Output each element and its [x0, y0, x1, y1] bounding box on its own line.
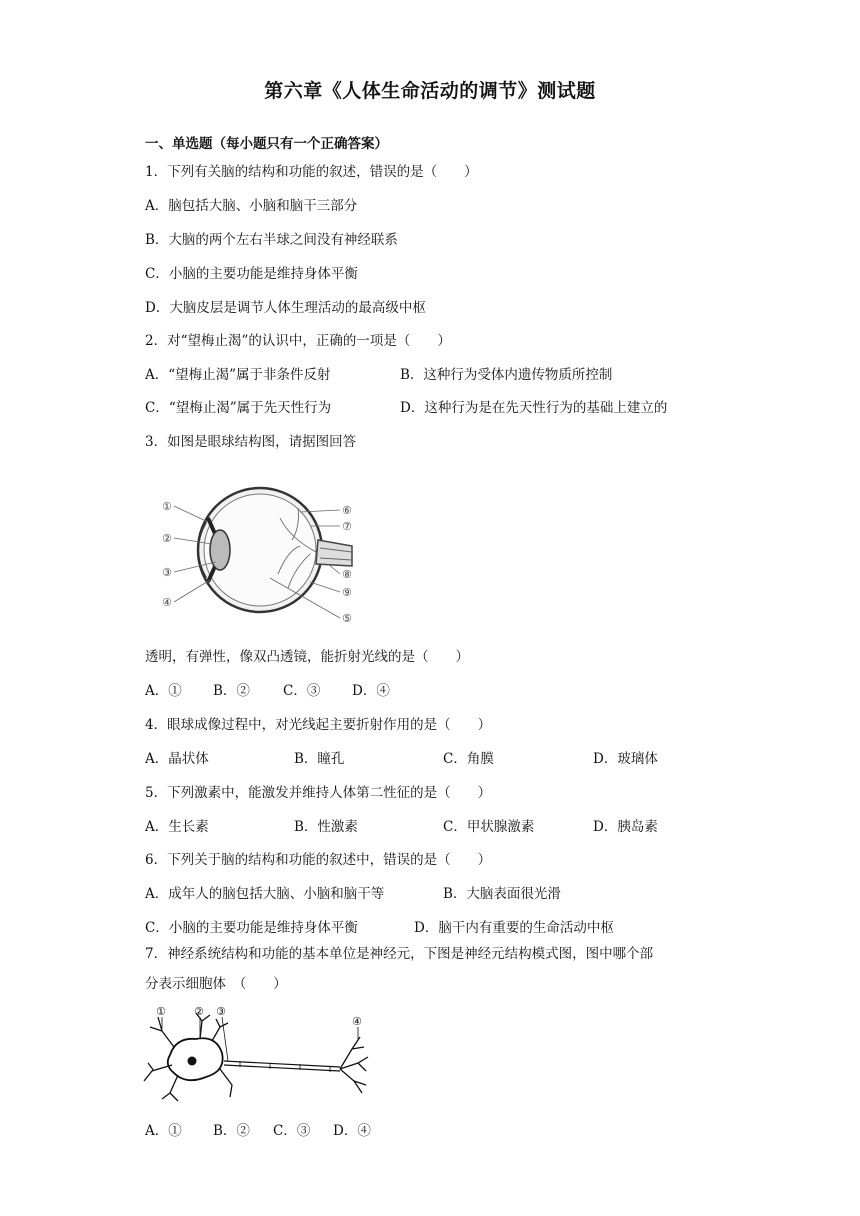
eye-label-3: ③ [162, 566, 172, 579]
q3-option-d: D．④ [352, 683, 390, 699]
q4-option-c: C．角膜 [443, 751, 494, 767]
q5-option-b: B．性激素 [294, 819, 358, 835]
q5-option-d: D．胰岛素 [593, 819, 658, 835]
q4-option-a: A．晶状体 [145, 751, 209, 767]
neuron-label-3: ③ [216, 1005, 226, 1018]
page-title: 第六章《人体生命活动的调节》测试题 [264, 80, 596, 102]
eye-label-8: ⑧ [342, 568, 352, 581]
q2-option-b: B．这种行为受体内遗传物质所控制 [400, 367, 613, 383]
q3-option-a: A．① [145, 683, 182, 699]
neuron-label-1: ① [156, 1005, 166, 1018]
q1-option-a: A．脑包括大脑、小脑和脑干三部分 [145, 198, 358, 214]
q5-option-c: C．甲状腺激素 [443, 819, 535, 835]
eye-label-2: ② [162, 532, 172, 545]
question-3-sub: 透明，有弹性，像双凸透镜，能折射光线的是（ ） [145, 649, 469, 665]
q2-option-d: D．这种行为是在先天性行为的基础上建立的 [400, 400, 668, 416]
neuron-label-4: ④ [352, 1015, 362, 1028]
eye-label-7: ⑦ [342, 520, 352, 533]
q3-option-c: C．③ [283, 683, 321, 699]
question-3-stem: 3．如图是眼球结构图，请据图回答 [145, 434, 357, 450]
q7-option-a: A．① [145, 1123, 182, 1139]
question-6-stem: 6．下列关于脑的结构和功能的叙述中，错误的是（ ） [145, 852, 492, 868]
question-2-stem: 2．对“望梅止渴”的认识中，正确的一项是（ ） [145, 333, 451, 349]
question-7-stem-line2: 分表示细胞体 （ ） [145, 976, 287, 992]
q6-option-a: A．成年人的脑包括大脑、小脑和脑干等 [145, 886, 385, 902]
q2-option-a: A．“望梅止渴”属于非条件反射 [145, 367, 331, 383]
eyeball-diagram [160, 478, 365, 628]
q6-option-c: C．小脑的主要功能是维持身体平衡 [145, 920, 358, 936]
question-1-stem: 1．下列有关脑的结构和功能的叙述，错误的是（ ） [145, 164, 478, 180]
q3-option-b: B．② [213, 683, 250, 699]
section-heading: 一、单选题（每小题只有一个正确答案） [145, 136, 388, 152]
eye-label-5: ⑤ [342, 612, 352, 625]
eye-label-9: ⑨ [342, 586, 352, 599]
question-4-stem: 4．眼球成像过程中，对光线起主要折射作用的是（ ） [145, 717, 492, 733]
q7-option-b: B．② [213, 1123, 250, 1139]
q1-option-b: B．大脑的两个左右半球之间没有神经联系 [145, 232, 398, 248]
q2-option-c: C．“望梅止渴”属于先天性行为 [145, 400, 332, 416]
q6-option-d: D．脑干内有重要的生命活动中枢 [414, 920, 614, 936]
q4-option-d: D．玻璃体 [593, 751, 658, 767]
q1-option-d: D．大脑皮层是调节人体生理活动的最高级中枢 [145, 300, 426, 316]
q1-option-c: C．小脑的主要功能是维持身体平衡 [145, 266, 358, 282]
question-7-stem-line1: 7．神经系统结构和功能的基本单位是神经元，下图是神经元结构模式图，图中哪个部 [145, 946, 654, 962]
q7-option-d: D．④ [333, 1123, 371, 1139]
neuron-label-2: ② [194, 1005, 204, 1018]
eye-label-4: ④ [162, 596, 172, 609]
question-5-stem: 5．下列激素中，能激发并维持人体第二性征的是（ ） [145, 785, 492, 801]
nucleus-dot [188, 1057, 197, 1066]
q5-option-a: A．生长素 [145, 819, 209, 835]
q6-option-b: B．大脑表面很光滑 [443, 886, 561, 902]
q4-option-b: B．瞳孔 [294, 751, 345, 767]
eye-label-1: ① [162, 500, 172, 513]
q7-option-c: C．③ [273, 1123, 311, 1139]
eye-label-6: ⑥ [342, 504, 352, 517]
neuron-diagram [140, 1005, 380, 1105]
